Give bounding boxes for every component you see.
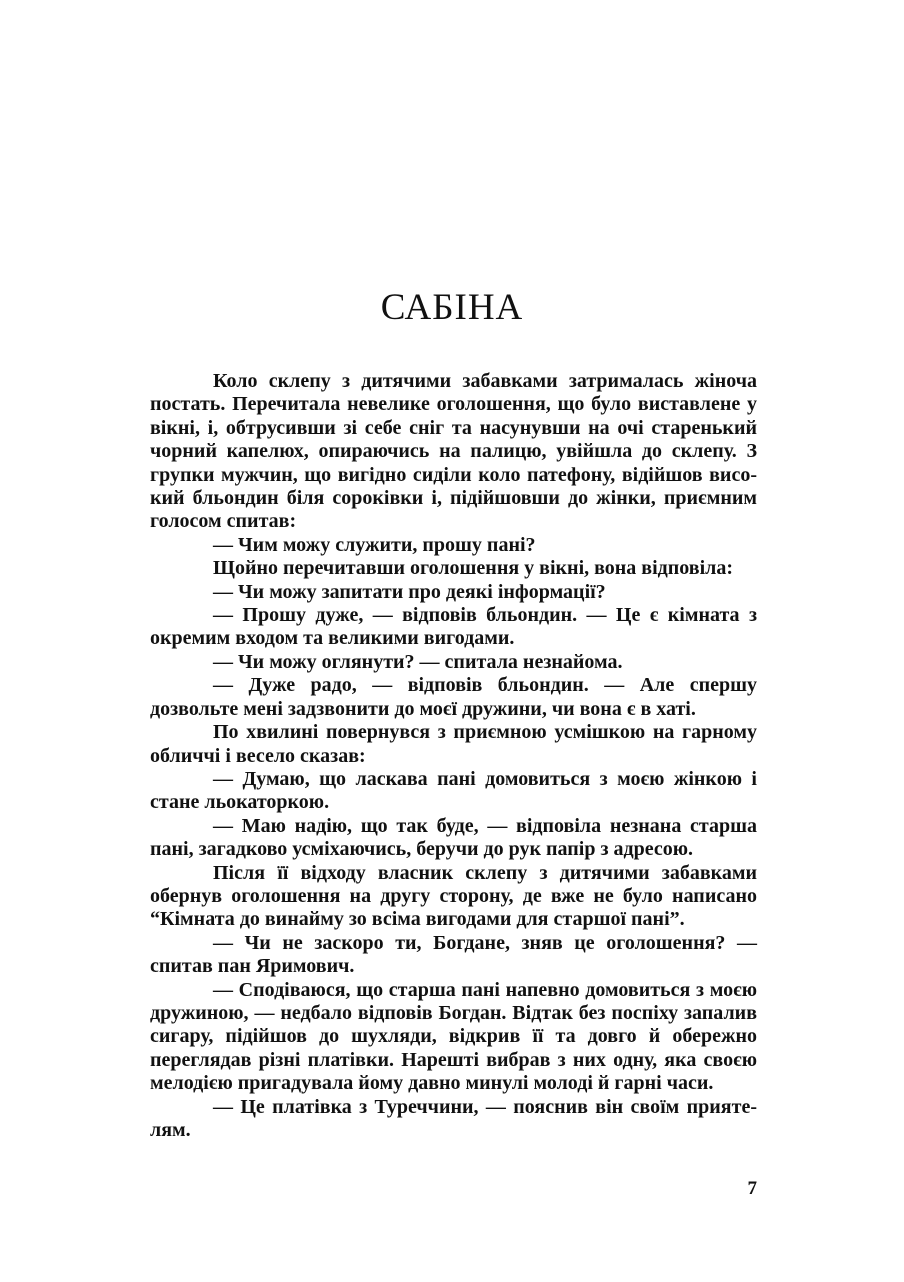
paragraph: — Дуже радо, — відповів бльондин. — Але спершу дозвольте мені задзвонити до моєї дружини, чи вона є в хаті. bbox=[150, 674, 757, 720]
chapter-text bbox=[150, 370, 757, 1142]
paragraph: — Сподіваюся, що старша пані напевно домовиться з моєю дружиною, — недбало відповів Богдан. Відтак без поспіху запалив сигару, підійшов до шухляди, відкрив її та довго й обережно переглядав різні платівки. Нарешті вибрав з них одну, яка своєю мелодією пригадувала йому давно минулі молоді й гарні часи. bbox=[150, 978, 757, 1095]
paragraph: — Чи можу оглянути? — спитала незнайома. bbox=[213, 650, 623, 673]
paragraph: — Чи не заскоро ти, Богдане, зняв це оголошення? — спитав пан Яримович. bbox=[150, 931, 757, 978]
paragraph: Щойно перечитавши оголошення у вікні, вона відповіла: bbox=[213, 557, 734, 580]
paragraph: Після її відходу власник склепу з дитячими забавками обернув оголошення на другу сторону, де вже не було написано “Кімната до винайму зо всіма вигодами для старшої пані”. bbox=[150, 861, 757, 931]
chapter-title: САБІНА bbox=[380, 287, 524, 328]
paragraph: Коло склепу з дитячими забавками затрималась жіноча постать. Перечитала невелике оголошення, що було виставлене у вікні, і, обтрусивши зі себе сніг та насунувши на очі старенький чорний капелюх, опираючись на палицю, увійшла до склепу. З групки мужчин, що вигідно сиділи коло патефону, відійшов високий бльондин біля сороківки і, підійшовши до жінки, приємним голосом спитав: bbox=[150, 370, 757, 533]
paragraph: — Чим можу служити, прошу пані? bbox=[213, 533, 536, 556]
paragraph: — Це платівка з Туреччини, — пояснив він своїм приятелям. bbox=[150, 1095, 757, 1141]
paragraph: — Чи можу запитати про деякі інформації? bbox=[213, 580, 606, 603]
paragraph: По хвилині повернувся з приємною усмішкою на гарному обличчі і весело сказав: bbox=[150, 721, 757, 767]
page-number: 7 bbox=[747, 1178, 757, 1199]
paragraph: — Маю надію, що так буде, — відповіла незнана старша пані, загадково усміхаючись, беручи до рук папір з адресою. bbox=[150, 814, 757, 861]
paragraph: — Думаю, що ласкава пані домовиться з моєю жінкою і стане льокаторкою. bbox=[150, 767, 757, 814]
paragraph: — Прошу дуже, — відповів бльондин. — Це є кімната з окремим входом та великими вигодами. bbox=[150, 604, 757, 650]
